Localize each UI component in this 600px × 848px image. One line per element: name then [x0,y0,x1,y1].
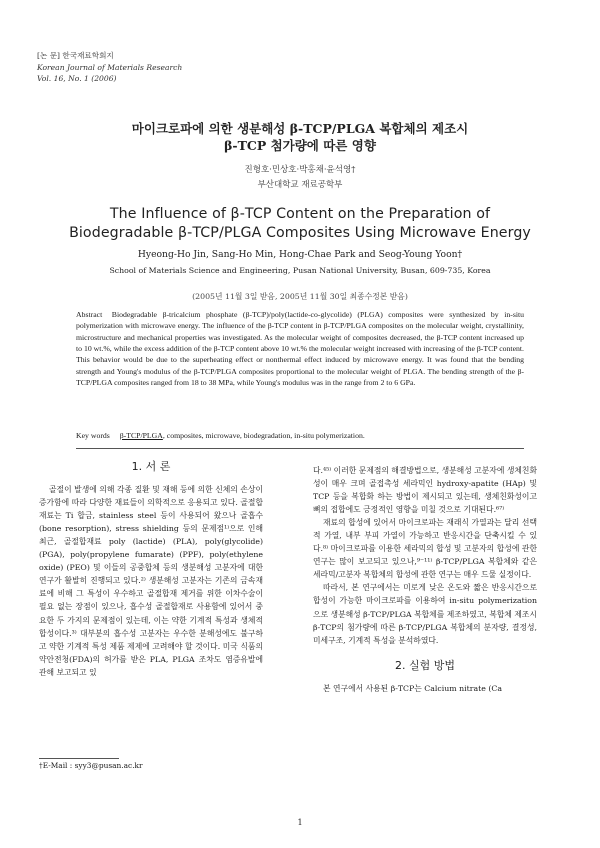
keywords-rest: , composites, microwave, biodegradation, in-situ polymerization. [162,431,365,440]
authors-english: Hyeong-Ho Jin, Sang-Ho Min, Hong-Chae Park and Seog-Young Yoon† [137,249,463,260]
footnote-email: †E-Mail : syy3@pusan.ac.kr [39,761,143,770]
intro-paragraph-3: 재료의 합성에 있어서 마이크로파는 재래식 가열과는 달리 선택적 가열, 내부 부피 가열이 가능하고 반응시간을 단축시킬 수 있다.⁸⁾ 마이크로파를 이용한 세라믹의 합성 및 고분자의 합성에 관한 연구는 많이 보고되고 있으나,⁹⁻¹¹⁾ β-TCP/PLGA 복합체와 같은 세라믹/고분자 복합체의 합성에 관한 연구는 매우 드물 실정이다. [313,518,537,580]
title-korean-line2: β-TCP 첨가량에 따른 영향 [224,138,376,153]
intro-paragraph-4: 따라서, 본 연구에서는 미로게 낮은 온도와 짧은 반응시간으로 합성이 가능한 마이크로파를 이용하여 in-situ polymerization으로 생분해성 β-TCP/PLGA 복합체를 제조하였고, 복합체 제조시 β-TCP의 첨가량에 따른 β-TCP/PLGA 복합체의 분자량, 결정성, 미세구조, 기계적 특성을 분석하였다. [313,583,537,645]
abstract [76,309,524,388]
section-heading-methods: 2. 실험 방법 [395,658,455,672]
affiliation-english: School of Materials Science and Engineering, Pusan National University, Busan, 609-735, Korea [109,266,491,275]
authors-korean: 진형호·민상호·박홍채·윤석영† [244,165,356,175]
left-column [39,460,263,679]
intro-paragraph-2: 다.⁴⁵⁾ 이러한 문제점의 해결방법으로, 생분해성 고분자에 생체친화성이 매우 크며 골접촉성 세라믹인 hydroxy-apatite (HAp) 및 TCP 등을 복합화 하는 방법이 제시되고 있는데, 생체친화성이고 뼈의 접합에도 긍정적인 영향을 미칠 것으로 기대된다.⁶⁷⁾ [313,466,537,515]
title-english-line2: Biodegradable β-TCP/PLGA Composites Using Microwave Energy [69,225,531,241]
title-korean [0,120,600,154]
title-english [0,205,600,243]
received-dates: (2005년 11월 3일 받음, 2005년 11월 30일 최종수정본 받음) [192,292,408,301]
methods-paragraph-1: 본 연구에서 사용된 β-TCP는 Calcium nitrate (Ca [323,683,503,693]
page-number: 1 [297,818,303,827]
keyword-link[interactable]: β-TCP/PLGA [119,431,163,440]
affiliation-korean: 부산대학교 재료공학부 [257,180,343,190]
abstract-label: Abstract [76,310,103,319]
title-korean-line1: 마이크로파에 의한 생분해성 β-TCP/PLGA 복합체의 제조시 [131,121,469,136]
section-heading-introduction: 1. 서 론 [131,460,171,473]
abstract-text: Biodegradable β-tricalcium phosphate (β-TCP)/poly(lactide-co-glycolide) (PLGA) composites were synthesized by in-situ polymerization with microwave energy. The influence of the β-TCP content in β-TCP/PLGA composites on the molecular weight, crystallinity, microstructure and mechanical properties was investigated. As the molecular weight of composites decreased, the β-TCP content increased up to 10 wt.%, while the excess addition of the β-TCP content above 10 wt.% the molecular weight increased with increasing of the β-TCP content. This behavior would be due to the superheating effect or nonthermal effect induced by microwave energy. It was found that the bending strength and Young's modulus of the β-TCP/PLGA composites proportional to the molecular weight of PLGA. The bending strength of the β-TCP/PLGA composites ranged from 18 to 38 MPa, while Young's modulus was in the range from 2 to 6 GPa. [76,310,525,388]
abstract-divider [76,448,524,449]
journal-volume: Vol. 16, No. 1 (2006) [37,74,117,83]
footnote-divider [39,758,119,759]
journal-name-en: Korean Journal of Materials Research [37,62,183,72]
journal-name-ko: [논 문] 한국재료학회지 [37,51,114,60]
title-english-line1: The Influence of β-TCP Content on the Preparation of [109,206,491,222]
journal-header [37,50,182,85]
keywords [76,431,524,440]
intro-paragraph-1: 골절이 발생에 의해 각종 질환 및 재해 등에 의한 신체의 손상이 증가함에 따라 다양한 재료들이 의학적으로 응용되고 있다. 골절합재료는 Ti 합금, stainless steel 등이 사용되어 왔으나 골흡수(bone resorption), stress shielding 등의 문제점¹⁾으로 인해 최근, 골절합재료 poly (lactide) (PLA), poly(glycolide) (PGA), poly(propylene fumarate) (PPF), poly(ethylene oxide) (PEO) 및 이들의 공중합체 등의 생분해성 고분자에 대한 연구가 활발히 진행되고 있다.²⁾ 생분해성 고분자는 기존의 금속재료에 비해 그 특성이 우수하고 골절합재 제거를 위한 이차수술이 필요 없는 장점이 있으나, 흡수성 골절합재로 사용함에 있어서 중요한 두 가지의 문제점이 있는데, 이는 약한 기계적 특성과 생체적합성이다.³⁾ 대부분의 흡수성 고분자는 우수한 분해성에도 불구하고 약한 기계적 특성 제품 제제에 고려해야 할 것이다. 미국 식품의약안전청(FDA)의 허가를 받은 PLA, PLGA 조차도 염증유발에 관해 보고되고 있 [39,485,263,677]
keywords-label: Key words [76,431,110,440]
right-column [313,464,537,695]
